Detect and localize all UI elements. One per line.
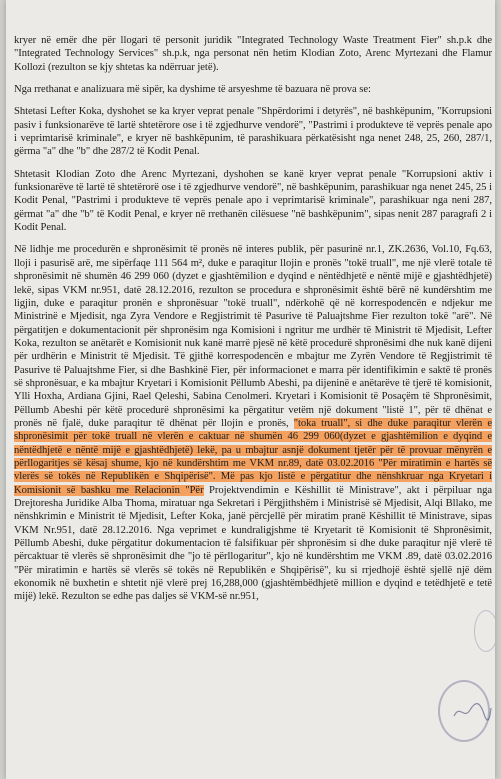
expropriation-text-before: Në lidhje me procedurën e shpronësimit të pronës në interes publik, për pasurinë nr.1, ZK.2636, Vol.10, Fq.63, lloji i pasurisë arë, me sipërfaqe 111 564 m², duke e paraqitur llojin e pronës "tokë truall", me një vlerë totale të shpronësimit në shumën 46 299 060 (dyzet e gjashtëmilion e dyqind e nëntëdhjetë e nëntë mijë e gjashtëdhjetë) lekë, sipas VKM nr.951, datë 28.12.2016, rezulton se procedura e shpronësimit është bërë në kundërshtim me ligjin, duke e paraqitur pronën e shpronësuar "tokë truall", ndërkohë që në korrespodencën e ndjekur me Ministrinë e Mjedisit, nga Zyra Vendore e Regjistrimit të Pasurive të Paluajtshme Fier rezulton tokë "arë". Në përgatitjen e dokumentacionit për shpronësim nga Komisioni i ngritur me urdhër të Ministrit të Mjedisit, Lefter Koka, rezulton se anëtarët e Komisionit nuk kanë marrë pjesë në këtë procedurë shpronësimi dhe nuk kanë dijeni për urdhërin e Ministrit të Mjedisit. Të gjithë korrespodencën e mbajtur me Zyrën Vendore të Regjistrimit të Pasurive të Paluajtshme Fier, si dhe Bashkinë Fier, për informacionet e marra për identifikimin e saktë të pronës së shpronësuar, e ka mbajtur Kryetari i Komisionit Pëllumb Abeshi, pa dijeninë e anëtarëve të tjerë të komisionit, Ylli Hoxha, Ardiana Gjini, Rael Qeleshi, Sabina Cenolmeri. Kryetari i Komisionit të Posaçëm të Shpronësimit, Pëllumb Abeshi për këtë procedurë shpronësimi ka përgatitur vetëm një dokument "listë 1", për të dhënat e pronës në fjalë, duke paraqitur të dhënat për llojin e pronës,	[14, 244, 492, 429]
paragraph-lefter-koka: Shtetasi Lefter Koka, dyshohet se ka kryer veprat penale "Shpërdorimi i detyrës", në bashkëpunim, "Korrupsioni pasiv i funksionarëve të lartë shtetërore ose i të zgjedhurve vendorë", "Pastrimi i produkteve të veprës penale apo i veprimtarisë kriminale", e kryer në bashkëpunim, të parashikuara përkatësisht nga nenet 248, 25, 260, 287/1, gërma "a" dhe "b" dhe 287/2 të Kodit Penal.	[14, 106, 492, 158]
paragraph-expropriation	[14, 243, 492, 603]
paragraph-suspicions: Nga rrethanat e analizuara më sipër, ka dyshime të arsyeshme të bazuara në prova se:	[14, 84, 371, 96]
document-page	[6, 0, 495, 779]
expropriation-text-after: Projektvendimin e Këshillit të Ministrave", akt i përpiluar nga Drejtoresha Juridike Alba Thoma, miratuar nga Sekretari i Përgjithshëm i Ministrisë së Mjedisit, Alqi Bllako, me nënshkrimin e Ministrit të Mjedisit, Lefter Koka, janë përcjellë për miratim pranë Këshillit të Ministrave, sipas VKM Nr.951, datë 28.12.2016. Nga veprimet e kundraligjshme të Kryetarit të Komisionit të Shpronësimit, Pëllumb Abeshi, duke përgatitur dokumentacion të falsifikuar për shpronësim si dhe duke paraqitur një vlerë të përcaktuar të vlerës së shpronësimit dhe "jo të përllogaritur", kjo në kundërshtim me VKM .89, datë 03.02.2016 "Për miratimin e hartës së vlerës së tokës në Republikën e Shqipërisë", ku si rrjedhojë është sjellë një dëm ekonomik në buxhetin e shtetit një vlerë prej 16,288,000 (gjashtëmbëdhjetë million e dyqind e tetëdhjetë e tetë mijë) lekë. Rezulton se edhe pas daljes së VKM-së nr.951,	[14, 484, 492, 603]
highlighted-passage: "toka truall", si dhe duke paraqitur vlerën e shpronësimit për tokë truall në vlerën e caktuar në shumën 46 299 060(dyzet e gjashtëmilion e dyqind e nëntëdhjetë e nëntë mijë e gjashtëdhjetë) lekë, pa u mbajtur asnjë dokument tjetër për të provuar mënyrën e përllogaritjes së kësaj shume, kjo në kundërshtim me VKM nr.89, datë 03.02.2016 "Për miratimin e hartës së vlerës së tokës në Republikën e Shqipërisë". Më pas kjo listë e përgatitur dhe nënshkruar nga Kryetari i Komisionit së bashku me Relacionin "Për	[14, 417, 492, 496]
paragraph-zoto-myrtezani: Shtetasit Klodian Zoto dhe Arenc Myrtezani, dyshohen se kanë kryer veprat penale "Korrupsioni aktiv i funksionarëve të lartë të shtetërorë ose i të zgjedhurve vendorë", në bashkëpunim, parashikuar nga nenet 245, 25 i Kodit Penal, "Pastrimi i produkteve të veprës penale apo i veprimtarisë kriminale", parashikuar nga neni 287, gërmat "a" dhe "b" të Kodit Penal, e kryer në rrethanën cilësuese "në bashkëpunim", sipas nenit 287 paragrafi 2 i Kodit Penal.	[14, 168, 492, 234]
signature-scribble	[452, 700, 492, 722]
paragraph-intro: kryer në emër dhe për llogari të personit juridik "Integrated Technology Waste Treatment Fier" sh.p.k dhe "Integrated Technology Services" sh.p.k, nga personat nën hetim Klodian Zoto, Arenc Myrtezani dhe Flamur Kollozi (rezulton se kjy shtetas ka ndërruar jetë).	[14, 35, 492, 73]
document-body	[14, 34, 492, 613]
stamp-mark	[474, 610, 495, 652]
